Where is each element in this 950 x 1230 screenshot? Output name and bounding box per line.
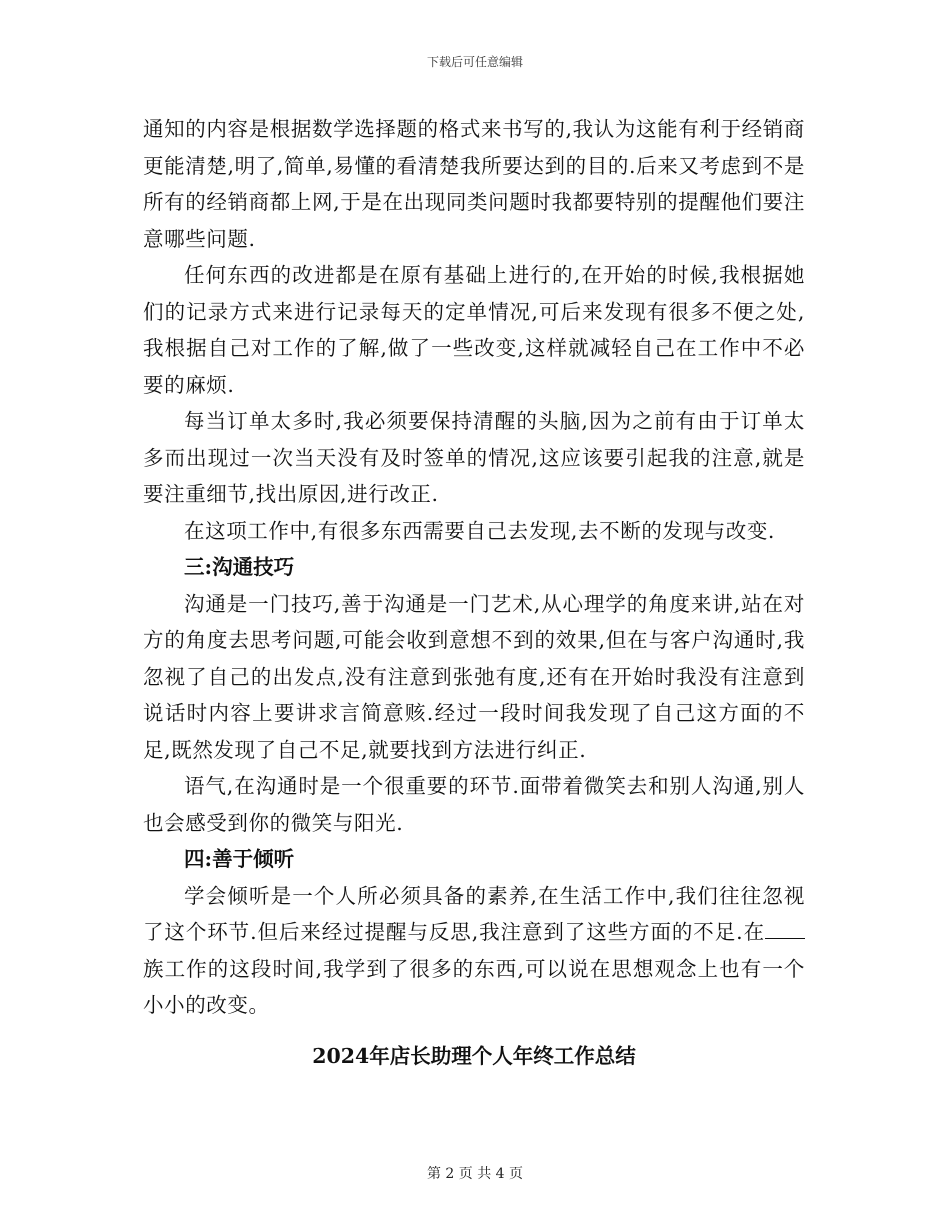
paragraph-6: 语气,在沟通时是一个很重要的环节.面带着微笑去和别人沟通,别人也会感受到你的微笑与阳光. [143, 774, 805, 835]
section-heading-4: 四:善于倾听 [184, 847, 295, 871]
document-body [143, 111, 805, 1076]
paragraph-3: 每当订单太多时,我必须要保持清醒的头脑,因为之前有由于订单太多而出现过一次当天没有及时签单的情况,这应该要引起我的注意,就是要注重细节,找出原因,进行改正. [143, 409, 805, 506]
paragraph-1: 通知的内容是根据数学选择题的格式来书写的,我认为这能有利于经销商更能清楚,明了,简单,易懂的看清楚我所要达到的目的.后来又考虑到不是所有的经销商都上网,于是在出现同类问题时我都要特别的提醒他们要注意哪些问题. [143, 117, 805, 251]
paragraph-4: 在这项工作中,有很多东西需要自己去发现,去不断的发现与改变. [184, 518, 776, 543]
page-footer: 第 2 页 共 4 页 [426, 1166, 524, 1182]
fill-in-blank [765, 920, 805, 939]
section-heading-3: 三:沟通技巧 [184, 555, 295, 579]
page-header: 下载后可任意编辑 [426, 55, 523, 69]
paragraph-5: 沟通是一门技巧,善于沟通是一门艺术,从心理学的角度来讲,站在对方的角度去思考问题,可能会收到意想不到的效果,但在与客户沟通时,我忽视了自己的出发点,没有注意到张弛有度,还有在开始时我没有注意到说话时内容上要讲求言简意赅.经过一段时间我发现了自己这方面的不足,既然发现了自己不足,就要找到方法进行纠正. [143, 591, 805, 762]
paragraph-2: 任何东西的改进都是在原有基础上进行的,在开始的时候,我根据她们的记录方式来进行记录每天的定单情况,可后来发现有很多不便之处,我根据自己对工作的了解,做了一些改变,这样就减轻自己在工作中不必要的麻烦. [143, 263, 805, 397]
paragraph-7-part-1: 学会倾听是一个人所必须具备的素养,在生活工作中,我们往往忽视了这个环节.但后来经过提醒与反思,我注意到了这些方面的不足.在 [143, 883, 805, 944]
paragraph-7 [143, 878, 805, 1024]
document-title: 2024年店长助理个人年终工作总结 [312, 1043, 636, 1068]
paragraph-7-part-2: 族工作的这段时间,我学到了很多的东西,可以说在思想观念上也有一个小小的改变。 [143, 956, 805, 1017]
